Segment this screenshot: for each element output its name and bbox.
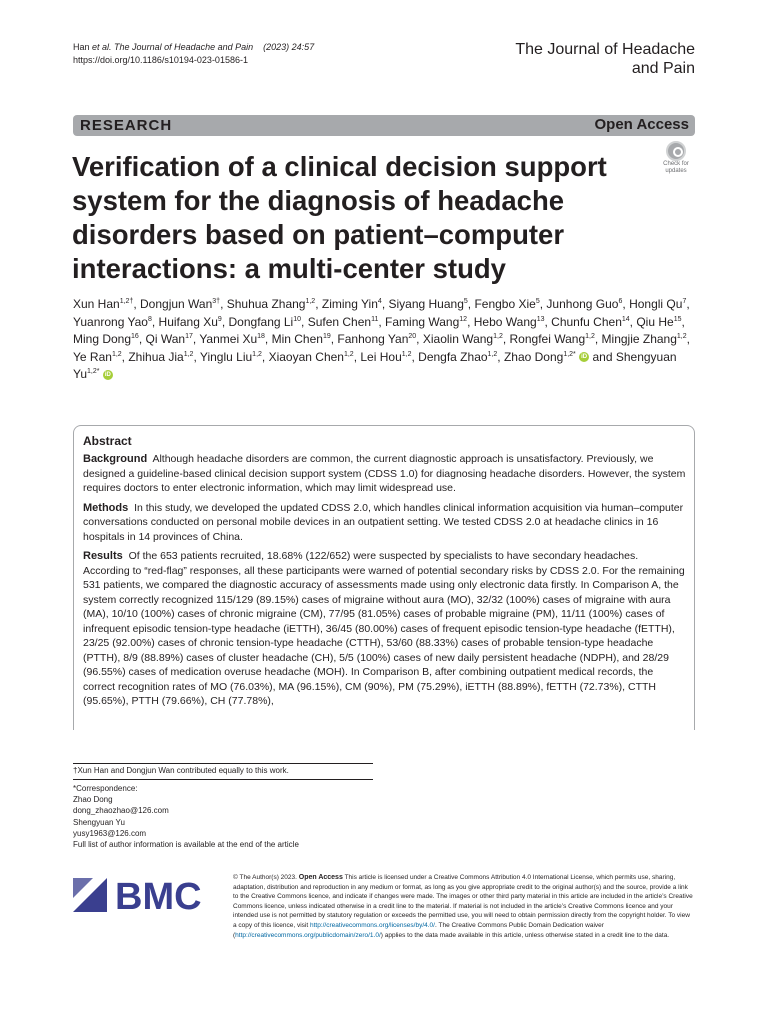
author-affiliation: 11 xyxy=(371,315,379,323)
bmc-logo xyxy=(73,876,213,912)
author-name: Yanmei Xu xyxy=(199,332,258,346)
abstract-heading: Abstract xyxy=(83,434,132,448)
section-label: Methods xyxy=(83,501,129,514)
author-affiliation: 1,2* xyxy=(87,368,100,375)
author-name: Xun Han xyxy=(73,297,120,311)
license-link[interactable]: http://creativecommons.org/licenses/by/4.0/ xyxy=(309,921,435,929)
author-affiliation: 18 xyxy=(257,333,265,340)
author-name: Chunfu Chen xyxy=(551,314,622,329)
section-label: Results xyxy=(83,550,123,562)
author-affiliation: 4 xyxy=(377,298,382,305)
author-affiliation: 1,2† xyxy=(119,298,134,305)
cite-journal: The Journal of Headache and Pain xyxy=(114,42,254,52)
author-name: Dongjun Wan xyxy=(140,297,213,311)
author xyxy=(360,350,411,364)
author-name: Huifang Xu xyxy=(158,314,218,329)
author-affiliation: 3† xyxy=(212,298,221,305)
author xyxy=(200,350,262,364)
author-affiliation: 1,2 xyxy=(493,333,503,340)
author xyxy=(423,332,503,346)
author-name: Mingjie Zhang xyxy=(601,332,677,346)
corr-name: Zhao Dong xyxy=(73,795,113,805)
license-statement xyxy=(233,873,695,940)
author-affiliation: 1,2 xyxy=(305,298,316,305)
section-label: Background xyxy=(83,453,148,465)
badge-line1: Check for xyxy=(663,161,689,167)
cite-etal: et al. xyxy=(92,42,112,52)
author-affiliation: 1,2 xyxy=(676,333,687,340)
open-access-label: Open Access xyxy=(594,116,689,133)
author-name: Sufen Chen xyxy=(307,314,372,329)
author xyxy=(510,332,595,346)
citation-header xyxy=(73,41,314,67)
author xyxy=(602,332,687,346)
author-name: Dongfang Li xyxy=(228,314,294,329)
journal-name-line2: and Pain xyxy=(631,60,695,77)
author-name: Qi Wan xyxy=(145,332,186,346)
bmc-logo-icon xyxy=(73,876,213,912)
author xyxy=(227,297,315,311)
section-text: In this study, we developed the updated CDSS 2.0, which handles clinical information acquisition via human–computer conversations conducted on personal mobile devices in an outpatient setting. We tested CDSS 2.0 at headache clinics in 16 hospitals in 14 provinces of China. xyxy=(83,501,684,543)
author-affiliation: 10 xyxy=(293,315,302,323)
author-affiliation: 20 xyxy=(408,333,417,340)
author xyxy=(546,297,622,311)
author xyxy=(140,297,220,311)
license-text: . The Creative Commons Public Domain Dedication waiver ( xyxy=(233,921,604,939)
author-name: Min Chen xyxy=(271,332,323,346)
author-info-note: Full list of author information is available at the end of the article xyxy=(73,840,299,850)
orcid-icon[interactable]: iD xyxy=(581,354,588,361)
author-affiliation: 1,2 xyxy=(487,350,498,358)
author xyxy=(337,332,416,346)
author xyxy=(418,350,497,364)
author xyxy=(308,315,379,329)
author xyxy=(636,315,681,329)
author-affiliation: 1,2 xyxy=(585,333,595,340)
author-name: Fengbo Xie xyxy=(474,297,536,311)
author-affiliation: 16 xyxy=(131,333,139,340)
author-affiliation: 5 xyxy=(535,298,540,305)
author xyxy=(474,315,545,329)
abstract-box xyxy=(73,425,695,730)
license-text: This article is licensed under a Creative Commons Attribution 4.0 International License, which permits use, sharing, adaptation, distribution and reproduction in any medium or format, as long as you give appropriate credit to the original author(s) and the source, provide a link to the Creative Commons licence, and indicate if changes were made. The images or other third party material in this article are included in the article’s Creative Commons licence, unless indicated otherwise in a credit line to the material. If material is not included in the article’s Creative Commons licence and your intended use is not permitted by statutory regulation or exceeds the permitted use, you will need to obtain permission directly from the copyright holder. To view a copy of this licence, visit xyxy=(233,874,693,929)
author-affiliation: 1,2 xyxy=(401,350,412,358)
author xyxy=(504,350,589,364)
author xyxy=(629,297,686,311)
author-affiliation: 1,2 xyxy=(111,350,122,358)
author xyxy=(73,350,122,364)
public-domain-link[interactable]: http://creativecommons.org/publicdomain/zero/1.0/ xyxy=(235,931,381,939)
author-affiliation: 15 xyxy=(673,315,682,323)
abstract-results xyxy=(83,549,686,709)
footnote-divider xyxy=(73,763,373,764)
article-title: Verification of a clinical decision support system for the diagnosis of headache disorders based on patient–computer interactions: a multi-center study xyxy=(72,151,607,284)
author-name: Xiaoyan Chen xyxy=(268,349,344,364)
author-affiliation: 14 xyxy=(621,315,630,323)
journal-name-line1: The Journal of Headache xyxy=(515,41,695,58)
author-affiliation: 17 xyxy=(185,333,193,340)
author-name: Ye Ran xyxy=(73,349,112,364)
author-list: Xun Han$^{1,2\dagger}$, Dongjun Wan$^{3\dagger}$, Shuhua Zhang$^{1,2}$, Ziming Yin$^4$, Siyang Huang$^5$, Fengbo Xie$^5$, Junhong Guo$^6$, Hongli Qu$^7$, Yuanrong Yao$^8$, Huifang Xu$^9$, Dongfang Li$^{10}$, Sufen Chen$^{11}$, Faming Wang$^{12}$, Hebo Wang$^{13}$, Chunfu Chen$^{14}$, Qiu He$^{15}$, Ming Dong$^{16}$, Qi Wan$^{17}$, Yanmei Xu$^{18}$, Min Chen$^{19}$, Fanhong Yan$^{20}$, Xiaolin Wang$^{1,2}$, Rongfei Wang$^{1,2}$, Mingjie Zhang$^{1,2}$, Ye Ran$^{1,2}$, Zhihua Jia$^{1,2}$, Yinglu Liu$^{1,2}$, Xiaoyan Chen$^{1,2}$, Lei Hou$^{1,2}$, Dengfa Zhao$^{1,2}$, Zhao Dong$^{1,2*}$ iD and Shengyuan $Yu^{1,2*}$ iD xyxy=(73,297,690,381)
author-affiliation: 19 xyxy=(322,333,331,340)
license-oa-label: Open Access xyxy=(298,874,343,881)
author-name: Yuanrong Yao xyxy=(73,314,148,329)
author-affiliation: 1,2 xyxy=(343,350,354,358)
author xyxy=(146,332,193,346)
author xyxy=(474,297,539,311)
author-name: Junhong Guo xyxy=(546,297,619,311)
corr-name: Shengyuan Yu xyxy=(73,817,125,827)
author xyxy=(272,332,331,346)
license-text: ) applies to the data made available in this article, unless otherwise stated in a credit line to the data. xyxy=(380,931,670,939)
author xyxy=(73,315,152,329)
author-name: Dengfa Zhao xyxy=(418,349,488,364)
author-affiliation: 1,2* xyxy=(563,350,576,358)
author-name: Ming Dong xyxy=(73,332,132,346)
check-for-updates-badge[interactable] xyxy=(657,141,695,181)
author-name: Xiaolin Wang xyxy=(422,332,494,346)
correspondence-block xyxy=(73,783,299,850)
article-type-label: RESEARCH xyxy=(80,117,173,134)
section-text: Although headache disorders are common, the current diagnostic approach is unsatisfactory. Previously, we designed a guideline-based clinical decision support system (CDSS 1.0) for diagnosing headache disorders. However, the system requires doctors to enter electronic information, which may limit widespread use. xyxy=(83,453,686,494)
author-affiliation: 1,2 xyxy=(183,350,194,358)
doi-link[interactable]: https://doi.org/10.1186/s10194-023-01586-1 xyxy=(73,55,248,65)
abstract-background xyxy=(83,452,686,496)
author-name: Hongli Qu xyxy=(629,297,683,311)
corr-email[interactable]: yusy1963@126.com xyxy=(73,828,147,838)
author xyxy=(388,297,467,311)
citation-line xyxy=(73,41,314,54)
bmc-logo-text: BMC xyxy=(115,876,202,912)
author-name: Siyang Huang xyxy=(388,297,464,311)
and-word: and xyxy=(592,349,613,364)
author xyxy=(269,350,354,364)
author xyxy=(159,315,222,329)
cite-year: (2023) 24:57 xyxy=(263,42,315,52)
author-name: Fanhong Yan xyxy=(337,332,409,346)
author-name: Faming Wang xyxy=(385,314,460,329)
author xyxy=(229,315,302,329)
author-name: Lei Hou xyxy=(360,349,402,364)
author xyxy=(128,350,193,364)
author xyxy=(73,297,133,311)
badge-line2: updates xyxy=(665,168,687,174)
author-affiliation: 8 xyxy=(147,315,152,323)
cite-authors: Han xyxy=(73,42,93,52)
check-updates-icon xyxy=(666,141,686,161)
author-name: Zhihua Jia xyxy=(128,349,184,364)
copyright-text: © The Author(s) 2023. xyxy=(233,874,297,881)
author xyxy=(322,297,382,311)
author-affiliation: 12 xyxy=(459,315,468,323)
footnote-divider xyxy=(73,779,373,780)
orcid-icon[interactable]: iD xyxy=(104,371,111,378)
author-name: Shuhua Zhang xyxy=(226,297,306,311)
author xyxy=(385,315,467,329)
author-affiliation: 6 xyxy=(618,298,623,305)
author-name: Rongfei Wang xyxy=(509,332,586,346)
journal-name xyxy=(455,40,695,78)
equal-contribution-note: †Xun Han and Dongjun Wan contributed equally to this work. xyxy=(73,766,289,775)
author-name: Qiu He xyxy=(636,314,674,329)
author-name: Yinglu Liu xyxy=(199,349,253,364)
abstract-methods xyxy=(83,501,686,545)
author-name: Shengyuan Yu xyxy=(73,349,677,381)
author-affiliation: 1,2 xyxy=(252,350,262,358)
author-affiliation: 7 xyxy=(682,298,687,305)
author-affiliation: 5 xyxy=(463,298,468,305)
corr-email[interactable]: dong_zhaozhao@126.com xyxy=(73,806,169,816)
author-name: Zhao Dong xyxy=(503,349,564,364)
author-name: Ziming Yin xyxy=(321,297,378,311)
author xyxy=(551,315,630,329)
article-type-bar xyxy=(73,115,695,136)
author-name: Hebo Wang xyxy=(473,314,537,329)
author-affiliation: 13 xyxy=(536,315,545,323)
section-text: Of the 653 patients recruited, 18.68% (122/652) were suspected by specialists to have secondary headaches. According to “red-flag” responses, all these participants were warned of potential secondary risks by CDSS 2.0. For the remaining 531 patients, we compared the diagnostic accuracy of assessments made using only electronic data firstly. In Comparison A, the system correctly recognized 115/129 (89.15%) cases of migraine without aura (MO), 32/32 (100%) cases of migraine with aura (MA), 10/10 (100%) cases of chronic migraine (CM), 77/95 (81.05%) cases of probable migraine (PM), 11/11 (100%) cases of infrequent episodic tension-type headache (iETTH), 36/45 (80.00%) cases of frequent episodic tension-type headache (fETTH), 23/25 (92.00%) cases of chronic tension-type headache (CTTH), 53/60 (88.33%) cases of probable tension-type headache (PTTH), 8/9 (88.89%) cases of cluster headache (CH), 5/5 (100%) cases of new daily persistent headache (NDPH), and 28/29 (96.55%) cases of medication overuse headache (MOH). In Comparison B, after combining outpatient medical records, the correct recognition rates of MO (76.03%), MA (96.15%), CM (90%), PM (75.29%), iETTH (88.89%), fETTH (72.73%), CTTH (95.65%), PTTH (79.66%), CH (77.78%), xyxy=(83,550,685,707)
correspondence-label: *Correspondence: xyxy=(73,784,138,793)
author xyxy=(73,332,139,346)
author xyxy=(199,332,265,346)
author-affiliation: 9 xyxy=(217,315,222,323)
